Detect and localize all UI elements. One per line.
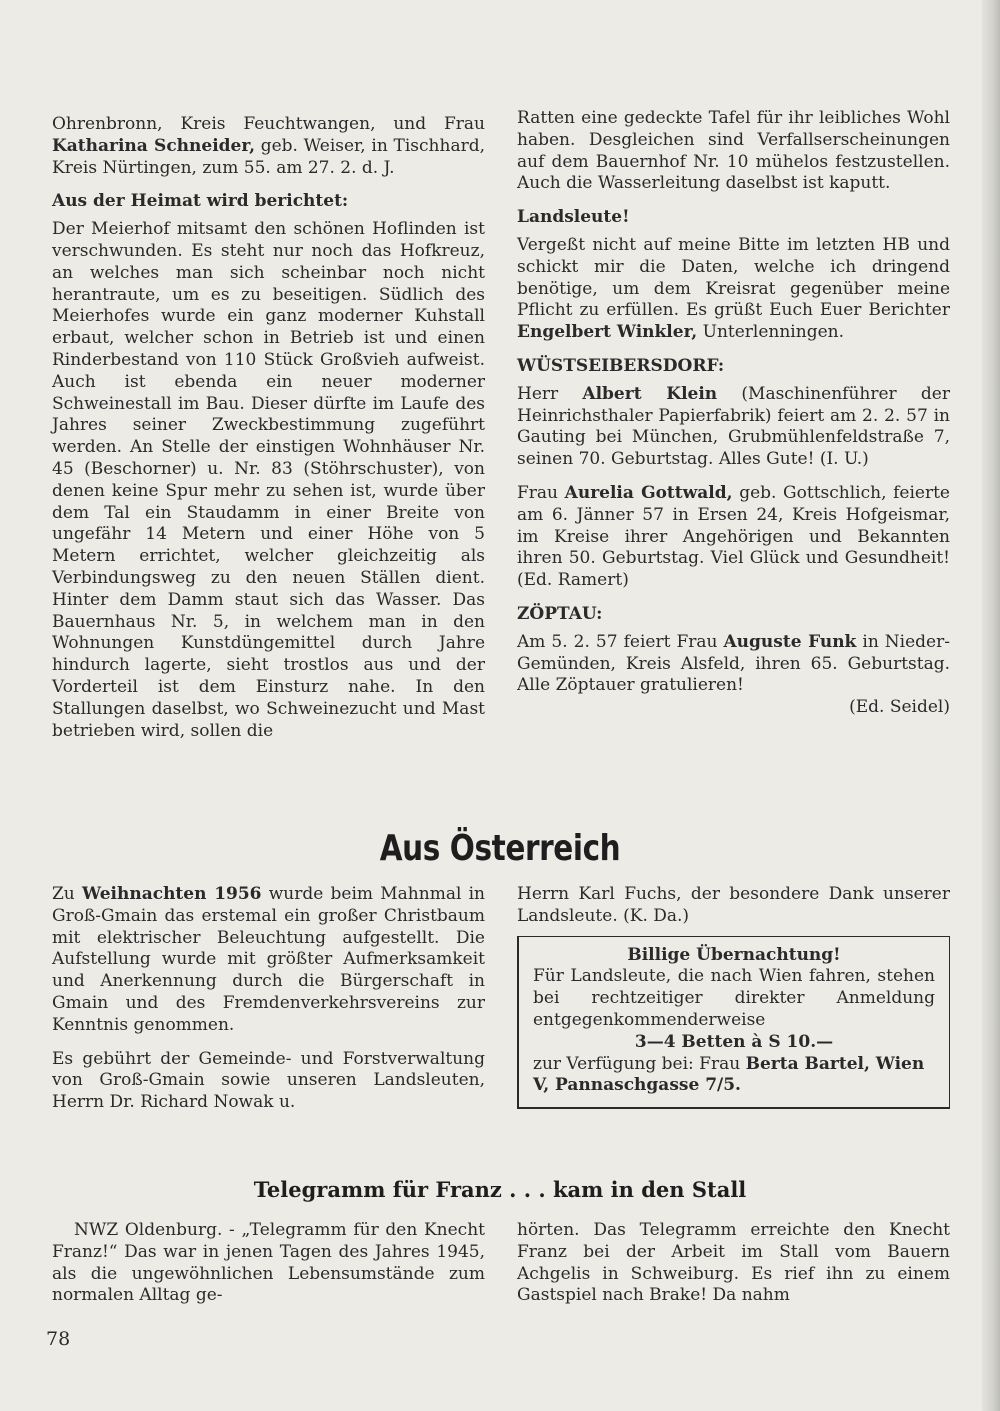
notice-box-availability: zur Verfügung bei: Frau Berta Bartel, Wien V, Pannaschgasse 7/5. [533,1053,925,1096]
paragraph-nwz: NWZ Oldenburg. - „Telegramm für den Knecht Franz!“ Das war in jenen Tagen des Jahres 1945, als die ungewöhnlichen Lebensumstände zum normalen Alltag ge- [52,1220,485,1306]
section-title-oesterreich: Aus Österreich [379,828,621,869]
column-right-bottom [517,1220,950,1307]
paragraph-ratten: Ratten eine gedeckte Tafel für ihr leibliches Wohl haben. Desgleichen sind Verfallserscheinungen auf dem Bauernhof Nr. 10 mühelos festzustellen. Auch die Wasserleitung daselbst ist kaputt. [517,108,950,194]
paragraph-hoerten: hörten. Das Telegramm erreichte den Knecht Franz bei der Arbeit im Stall vom Bauern Achgelis in Schweiburg. Es rief ihn zu einem Gastspiel nach Brake! Da nahm [517,1220,950,1306]
column-right-top [517,108,950,719]
paragraph-gebuehrt: Es gebührt der Gemeinde- und Forstverwaltung von Groß-Gmain sowie unseren Landsleuten, Herrn Dr. Richard Nowak u. [52,1048,485,1113]
column-left-top [52,114,485,742]
paragraph-funk: Am 5. 2. 57 feiert Frau Auguste Funk in Nieder-Gemünden, Kreis Alsfeld, ihren 65. Geburtstag. Alle Zöptauer gratulieren! [517,631,950,696]
paragraph-ohrenbronn: Ohrenbronn, Kreis Feuchtwangen, und Frau Katharina Schneider, geb. Weiser, in Tischhard, Kreis Nürtingen, zum 55. am 27. 2. d. J. [52,114,485,178]
signature-seidel: (Ed. Seidel) [849,697,950,718]
article-title-telegramm: Telegramm für Franz . . . kam in den Stall [253,1177,747,1202]
notice-box-text: Für Landsleute, die nach Wien fahren, stehen bei rechtzeitiger direkter Anmeldung entgegenkommenderweise [533,966,935,1030]
paragraph-meierhof: Der Meierhof mitsamt den schönen Hoflinden ist verschwunden. Es steht nur noch das Hofkreuz, an welches man sich scheinbar noch nicht herantraute, um es zu beseitigen. Südlich des Meierhofes wurde ein ganz moderner Kuhstall erbaut, welcher schon in Betrieb ist und einen Rinderbestand von 110 Stück Großvieh aufweist. Auch ist ebenda ein neuer moderner Schweinestall im Bau. Dieser dürfte im Laufe des Jahres seiner Zweckbestimmung zugeführt werden. An Stelle der einstigen Wohnhäuser Nr. 45 (Beschorner) u. Nr. 83 (Stöhrschuster), von denen keine Spur mehr zu sehen ist, wurde über dem Tal ein Staudamm in einer Breite von ungefähr 14 Metern und einer Höhe von 5 Metern errichtet, welcher gleichzeitig als Verbindungsweg zu den neuen Ställen dient. Hinter dem Damm staut sich das Wasser. Das Bauernhaus Nr. 5, in welchem man in den Wohnungen Kunstdüngemittel durch Jahre hindurch lagerte, sieht trostlos aus und der Vorderteil ist dem Einsturz nahe. In den Stallungen daselbst, wo Schweinezucht und Mast betrieben wird, sollen die [52,219,485,741]
heading-zoeptau: ZÖPTAU: [517,603,603,624]
column-right-middle [517,884,950,1109]
heading-landsleute: Landsleute! [517,207,630,228]
column-left-bottom [52,1220,485,1307]
paragraph-gottwald: Frau Aurelia Gottwald, geb. Gottschlich, feierte am 6. Jänner 57 in Ersen 24, Kreis Hofgeismar, im Kreise ihrer Angehörigen und Bekannten ihren 50. Geburtstag. Viel Glück und Gesundheit! (Ed. Ramert) [517,482,950,591]
paragraph-winkler: Vergeßt nicht auf meine Bitte im letzten HB und schickt mir die Daten, welche ich dringend benötige, um dem Kreisrat gegenüber meine Pflicht zu erfüllen. Es grüßt Euch Euer Berichter Engelbert Winkler, Unterlenningen. [517,234,950,343]
notice-box-beds: 3—4 Betten à S 10.— [634,1031,834,1052]
column-left-middle [52,884,485,1114]
page-number: 78 [46,1328,71,1350]
paragraph-klein: Herr Albert Klein (Maschinenführer der Heinrichsthaler Papierfabrik) feiert am 2. 2. 57 in Gauting bei München, Grubmühlenfeldstraße 7, seinen 70. Geburtstag. Alles Gute! (I. U.) [517,383,950,470]
heading-wuestseibersdorf: WÜSTSEIBERSDORF: [517,355,725,376]
notice-box-title: Billige Übernachtung! [627,944,841,965]
heading-heimat: Aus der Heimat wird berichtet: [52,191,349,212]
paragraph-fuchs: Herrn Karl Fuchs, der besondere Dank unserer Landsleute. (K. Da.) [517,884,950,926]
notice-box-uebernachtung [517,936,950,1110]
paragraph-weihnachten: Zu Weihnachten 1956 wurde beim Mahnmal in Groß-Gmain das erstemal ein großer Christbaum mit elektrischer Beleuchtung aufgestellt. Die Aufstellung wurde mit größter Aufmerksamkeit und Anerkennung durch die Bürgerschaft in Gmain und des Fremdenverkehrsvereins zur Kenntnis genommen. [52,884,486,1035]
